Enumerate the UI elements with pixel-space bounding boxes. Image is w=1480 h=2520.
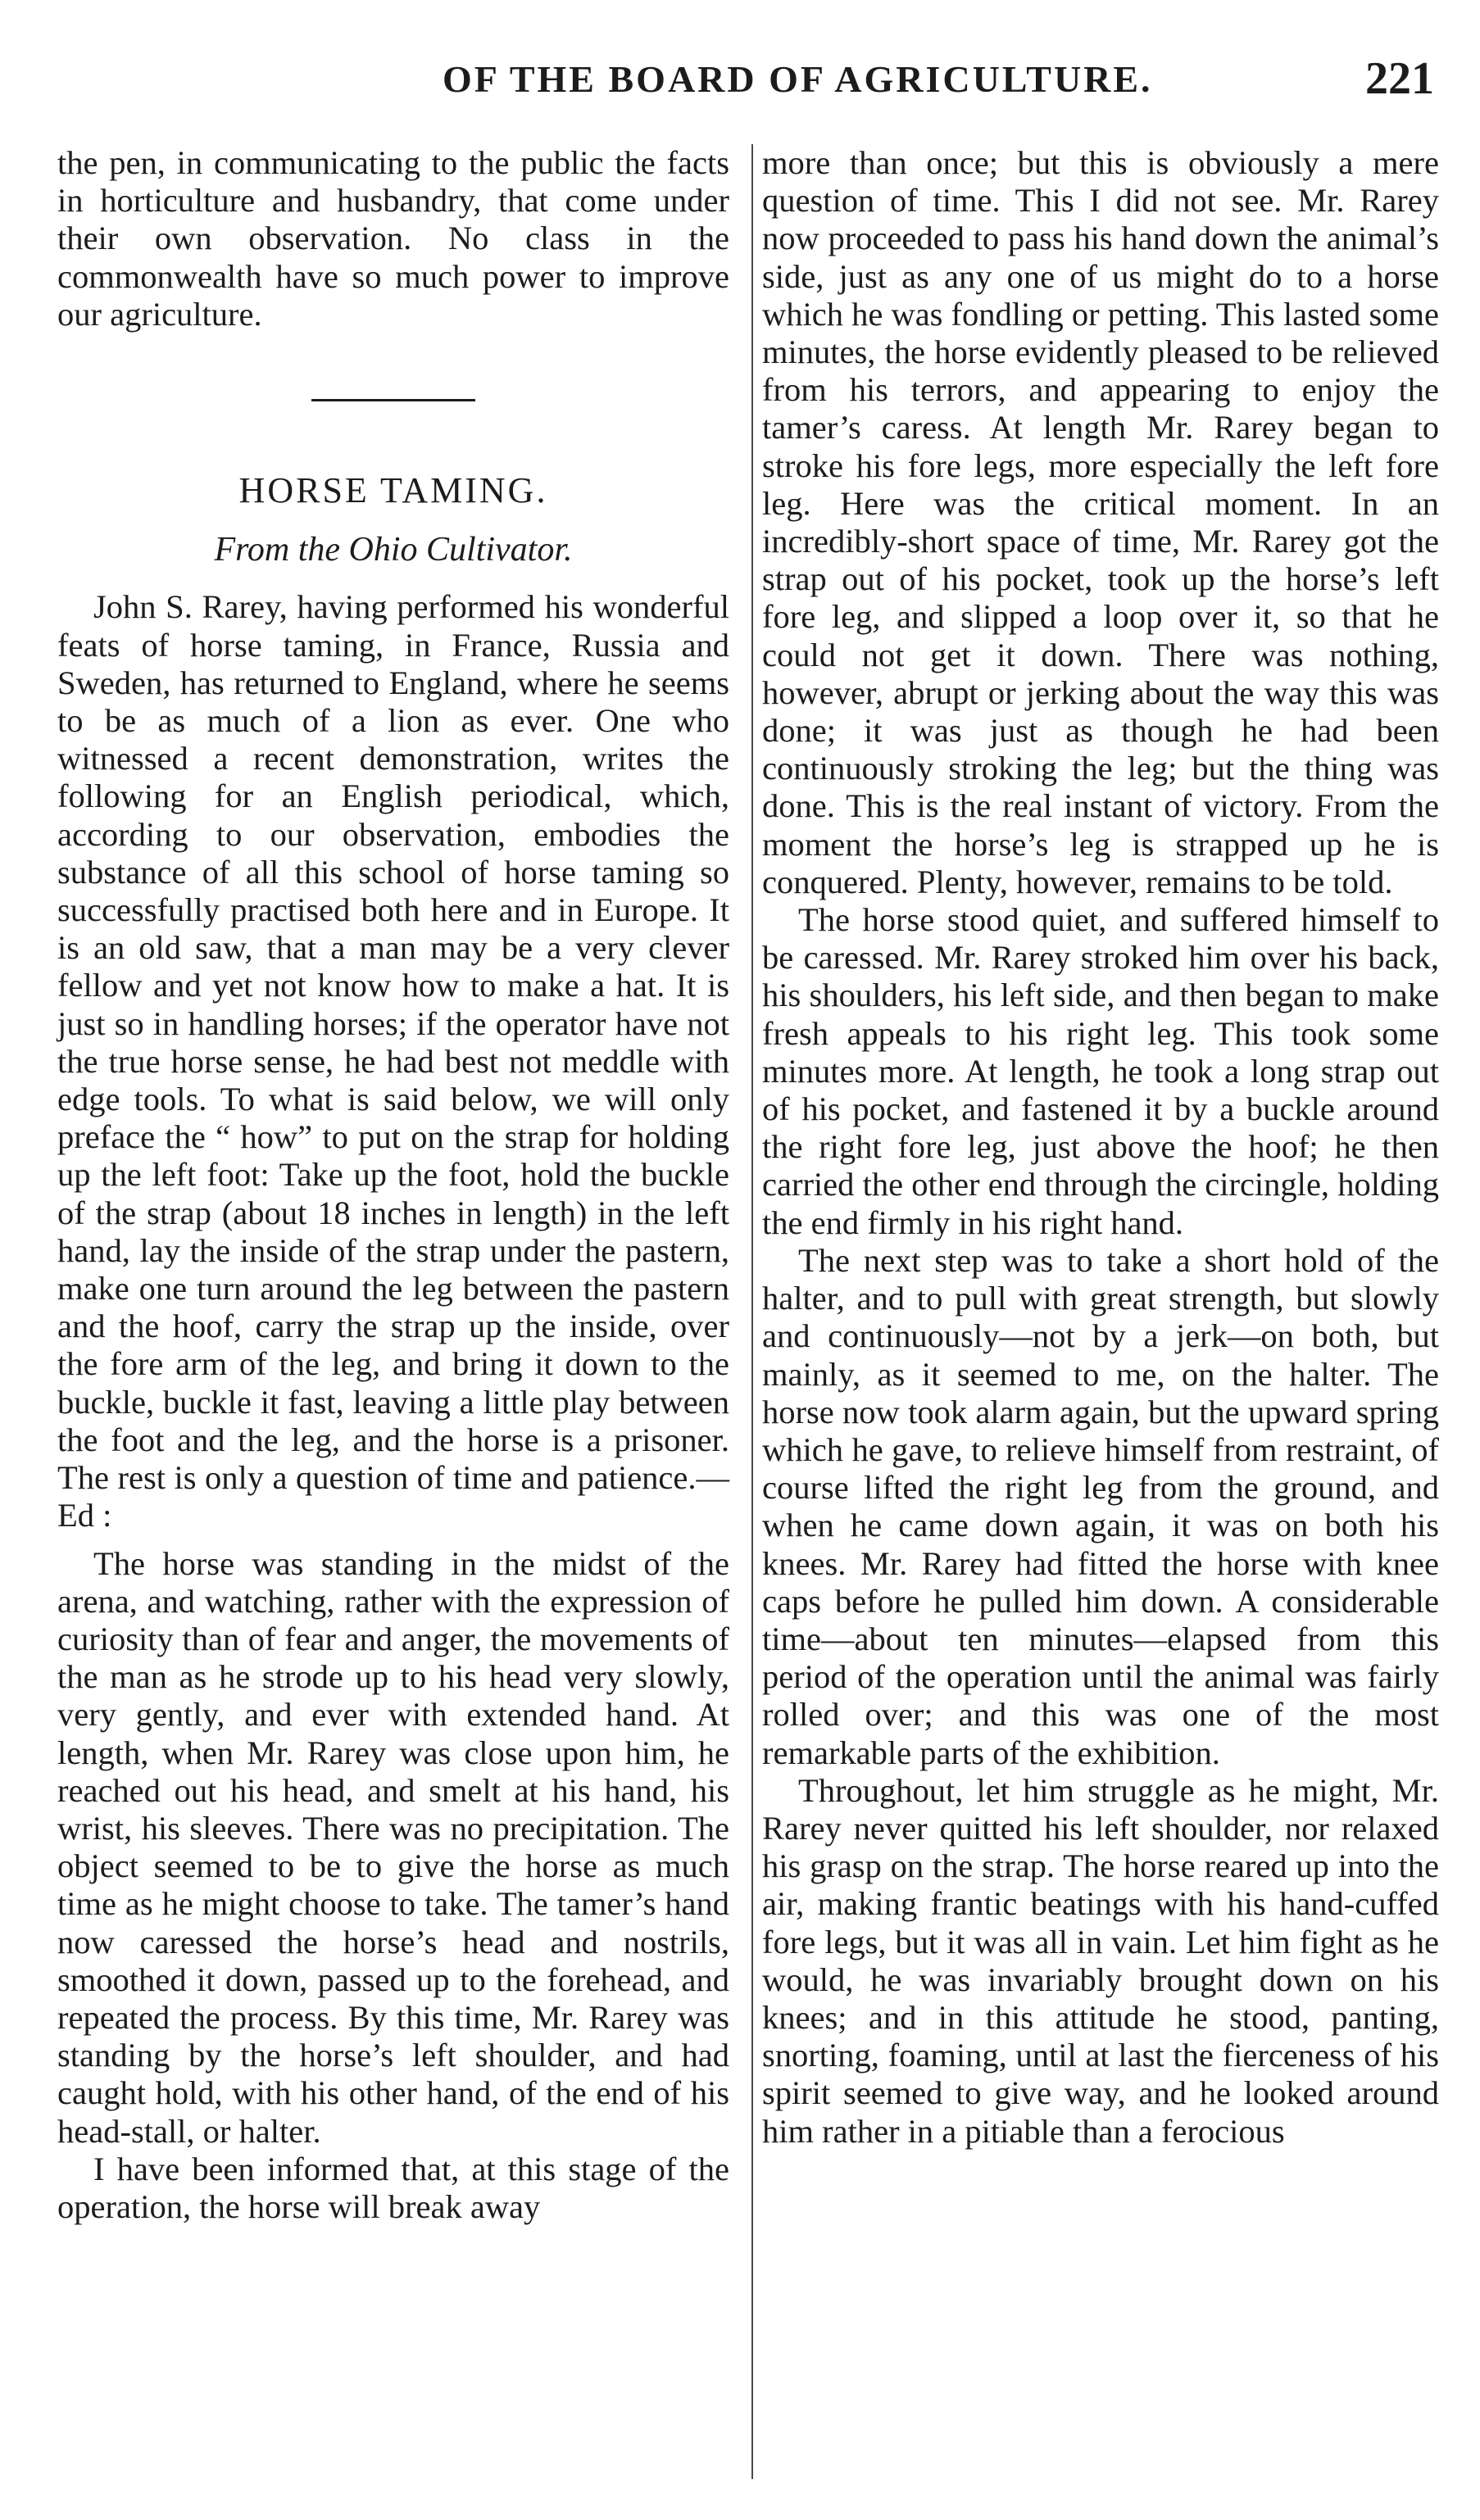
body-paragraph: The horse stood quiet, and suffered himself to be caressed. Mr. Rarey stroked him over his back, his shoulders, his left side, and then began to make fresh appeals to his right leg. This took some minutes more. At length, he took a long strap out of his pocket, and fastened it by a buckle around the right fore leg, just above the hoof; he then carried the other end through the circingle, holding the end firmly in his right hand. — [762, 901, 1439, 1241]
running-title: OF THE BOARD OF AGRICULTURE. — [443, 58, 1153, 100]
right-column — [762, 144, 1439, 2151]
continued-paragraph: the pen, in communicating to the public the facts in horticulture and husbandry, that come under their own observation. No class in the commonwealth have so much power to improve our agriculture. — [57, 144, 729, 333]
article-source: From the Ohio Cultivator. — [214, 531, 573, 569]
section-divider — [311, 399, 475, 401]
running-head — [90, 52, 1442, 126]
editor-intro-paragraph: John S. Rarey, having performed his wonderful feats of horse taming, in France, Russia and Sweden, has returned to England, where he seems to be as much of a lion as ever. One who witnessed a recent demonstration, writes the following for an English periodical, which, according to our observation, embodies the substance of all this school of horse taming so successfully practised both here and in Europe. It is an old saw, that a man may be a very clever fellow and yet not know how to make a hat. It is just so in handling horses; if the operator have not the true horse sense, he had best not meddle with edge tools. To what is said below, we will only preface the “ how” to put on the strap for holding up the left foot: Take up the foot, hold the buckle of the strap (about 18 inches in length) in the left hand, lay the inside of the strap under the pastern, make one turn around the leg between the pastern and the hoof, carry the strap up the inside, over the fore arm of the leg, and bring it down to the buckle, buckle it fast, leaving a little play between the foot and the leg, and the horse is a prisoner. The rest is only a question of time and patience.—Ed : — [57, 588, 729, 1534]
article-title: HORSE TAMING. — [238, 470, 548, 511]
body-paragraph: I have been informed that, at this stage of the operation, the horse will break away — [57, 2150, 729, 2225]
body-paragraph: more than once; but this is obviously a mere question of time. This I did not see. Mr. Rarey now proceeded to pass his hand down the animal’s side, just as any one of us might do to a horse which he was fondling or petting. This lasted some minutes, the horse evidently pleased to be relieved from his terrors, and appearing to enjoy the tamer’s caress. At length Mr. Rarey began to stroke his fore legs, more especially the left fore leg. Here was the critical moment. In an incredibly-short space of time, Mr. Rarey got the strap out of his pocket, took up the horse’s left fore leg, and slipped a loop over it, so that he could not get it down. There was nothing, however, abrupt or jerking about the way this was done; it was just as though he had been continuously stroking the leg; but the thing was done. This is the real instant of victory. From the moment the horse’s leg is strapped up he is conquered. Plenty, however, remains to be told. — [762, 144, 1439, 900]
page-number: 221 — [1365, 53, 1434, 104]
left-column — [57, 144, 729, 2226]
body-paragraph: Throughout, let him struggle as he might, Mr. Rarey never quitted his left shoulder, nor relaxed his grasp on the strap. The horse reared up into the air, making frantic beatings with his hand-cuffed fore legs, but it was all in vain. Let him fight as he would, he was invariably brought down on his knees; and in this attitude he stood, panting, snorting, foaming, until at last the fierceness of his spirit seemed to give way, and he looked around him rather in a pitiable than a ferocious — [762, 1771, 1439, 2150]
column-rule — [751, 144, 753, 2479]
body-paragraph: The horse was standing in the midst of the arena, and watching, rather with the expression of curiosity than of fear and anger, the movements of the man as he strode up to his head very slowly, very gently, and ever with extended hand. At length, when Mr. Rarey was close upon him, he reached out his head, and smelt at his hand, his wrist, his sleeves. There was no precipitation. The object seemed to be to give the horse as much time as he might choose to take. The tamer’s hand now caressed the horse’s head and nostrils, smoothed it down, passed up to the forehead, and repeated the process. By this time, Mr. Rarey was standing by the horse’s left shoulder, and had caught hold, with his other hand, of the end of his head-stall, or halter. — [57, 1544, 729, 2150]
body-paragraph: The next step was to take a short hold of the halter, and to pull with great strength, but slowly and continuously—not by a jerk—on both, but mainly, as it seemed to me, on the halter. The horse now took alarm again, but the upward spring which he gave, to relieve himself from restraint, of course lifted the right leg from the ground, and when he came down again, it was on both his knees. Mr. Rarey had fitted the horse with knee caps before he pulled him down. A considerable time—about ten minutes—elapsed from this period of the operation until the animal was fairly rolled over; and this was one of the most remarkable parts of the exhibition. — [762, 1241, 1439, 1771]
